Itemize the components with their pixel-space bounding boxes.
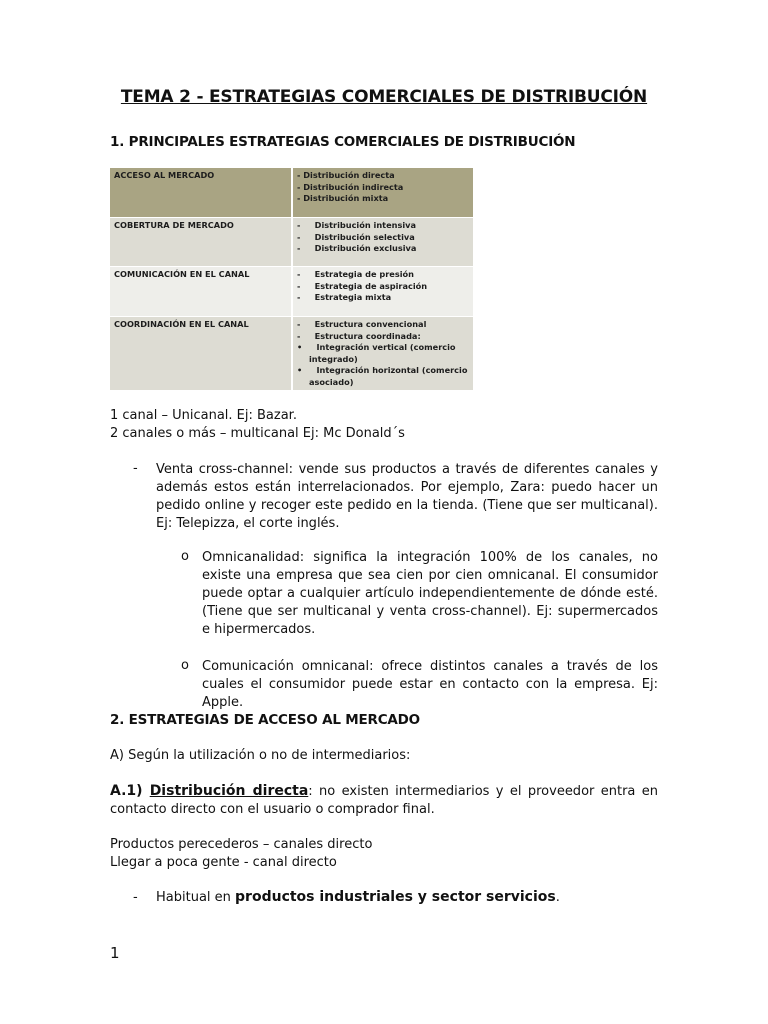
a1-prefix: A.1) (110, 783, 150, 799)
strategies-table (110, 168, 473, 391)
comunicacion-omnicanal-paragraph: Comunicación omnicanal: ofrece distintos canales a través de los cuales el consumidor puede estar en contacto con la empresa. Ej: Apple. (202, 659, 658, 710)
section-2-heading: 2. ESTRATEGIAS DE ACCESO AL MERCADO (110, 712, 420, 728)
table-item: - Distribución exclusiva (297, 243, 417, 253)
habitual-prefix: Habitual en (156, 890, 236, 905)
table-item: • Integración horizontal (comercio asociado) (297, 365, 471, 387)
table-row-label: COORDINACIÓN EN EL CANAL (110, 317, 292, 391)
circle-bullet: o (181, 658, 189, 673)
document-title: TEMA 2 - ESTRATEGIAS COMERCIALES DE DISTRIBUCIÓN (120, 87, 648, 107)
perecederos-line: Productos perecederos – canales directo (110, 837, 373, 852)
table-row (110, 267, 473, 317)
dash-bullet: - (133, 890, 138, 905)
table-item: - Estrategia de aspiración (297, 280, 428, 291)
table-item: - Distribución indirecta (297, 181, 404, 192)
table-row-items (292, 218, 473, 267)
table-row-label: COBERTURA DE MERCADO (110, 218, 292, 267)
table-row-items (292, 267, 473, 317)
habitual-suffix: . (555, 890, 560, 905)
a1-rest: : no existen intermediarios y el proveedor entra en contacto directo con el usuario o comprador final. (110, 784, 659, 817)
habitual-line (156, 888, 560, 907)
section-1-heading: 1. PRINCIPALES ESTRATEGIAS COMERCIALES DE DISTRIBUCIÓN (110, 134, 576, 150)
page-number: 1 (110, 944, 120, 962)
table-row-label: COMUNICACIÓN EN EL CANAL (110, 267, 292, 317)
table-item: - Distribución mixta (297, 193, 389, 203)
circle-bullet: o (181, 549, 189, 564)
cross-channel-paragraph: Venta cross-channel: vende sus productos a través de diferentes canales y además estos están interrelacionados. Por ejemplo, Zara: puedo hacer un pedido online y recoger este pedido en la tienda. (Tiene que ser multicanal). Ej: Telepizza, el corte inglés. (156, 462, 658, 531)
subsection-a: A) Según la utilización o no de intermediarios: (110, 748, 411, 763)
multicanal-line: 2 canales o más – multicanal Ej: Mc Donald´s (110, 426, 405, 441)
unicanal-line: 1 canal – Unicanal. Ej: Bazar. (110, 408, 297, 423)
table-row (110, 218, 473, 267)
table-row-items (292, 168, 473, 218)
table-row (110, 168, 473, 218)
omnicanalidad-paragraph: Omnicanalidad: significa la integración 100% de los canales, no existe una empresa que sea cien por cien omnicanal. El consumidor puede optar a cualquier artículo independientemente de dónde esté. (Tiene que ser multicanal y venta cross-channel). Ej: supermercados e hipermercados. (202, 550, 658, 637)
table-item: - Estructura coordinada: (297, 330, 421, 341)
a1-paragraph (110, 782, 658, 819)
table-row-items (292, 317, 473, 391)
dash-bullet: - (133, 461, 138, 476)
table-item: - Estrategia mixta (297, 292, 392, 302)
table-item: - Estructura convencional (297, 319, 427, 329)
table-row (110, 317, 473, 391)
table-item: • Integración vertical (comercio integrado) (297, 342, 459, 364)
habitual-bold: productos industriales y sector servicios (235, 889, 556, 905)
table-item: - Distribución intensiva (297, 220, 417, 230)
table-row-label: ACCESO AL MERCADO (110, 168, 292, 218)
table-item: - Estrategia de presión (297, 269, 414, 279)
poca-gente-line: Llegar a poca gente - canal directo (110, 855, 337, 870)
a1-term: Distribución directa (149, 783, 309, 799)
table-item: - Distribución directa (297, 170, 395, 180)
table-item: - Distribución selectiva (297, 231, 415, 242)
